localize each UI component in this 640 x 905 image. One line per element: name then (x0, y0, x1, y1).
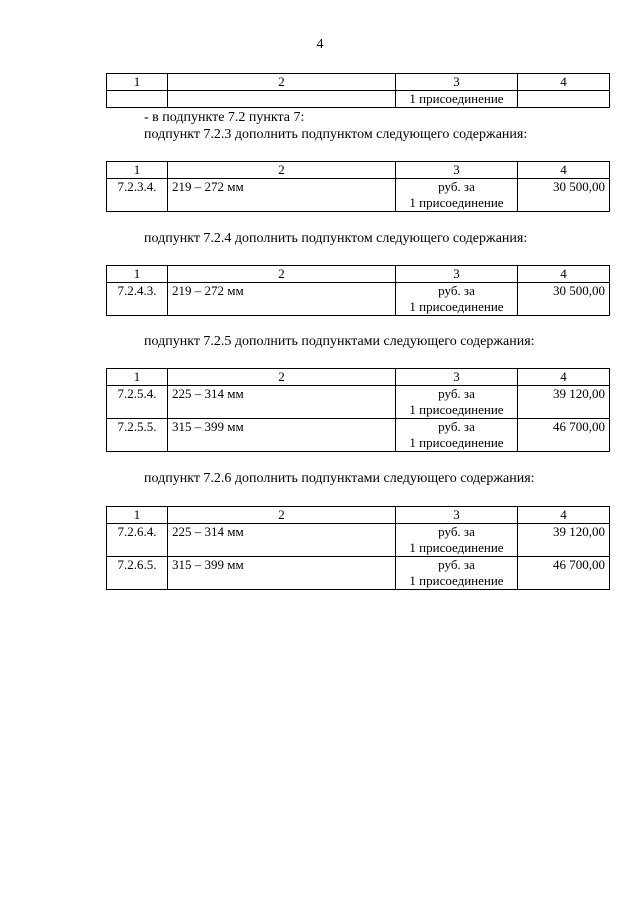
header-col-4: 4 (518, 162, 610, 179)
price-cell: 39 120,00 (518, 386, 610, 419)
unit-cell: 1 присоединение (396, 91, 518, 108)
header-col-2: 2 (168, 74, 396, 91)
desc-cell: 219 – 272 мм (168, 179, 396, 212)
page-number: 4 (316, 37, 324, 52)
desc-cell: 315 – 399 мм (168, 419, 396, 452)
code-cell: 7.2.4.3. (107, 283, 168, 316)
unit-line-1: руб. за (438, 283, 475, 298)
unit-line-2: 1 присоединение (409, 195, 504, 210)
table-header-row (107, 74, 610, 91)
table-header-row (107, 266, 610, 283)
header-col-2: 2 (168, 162, 396, 179)
code-cell: 7.2.5.4. (107, 386, 168, 419)
table-7-2-6 (106, 506, 610, 590)
price-cell: 30 500,00 (518, 283, 610, 316)
header-col-1: 1 (107, 369, 168, 386)
table-header-row (107, 369, 610, 386)
unit-cell (396, 179, 518, 212)
unit-cell (396, 524, 518, 557)
table-row (107, 386, 610, 419)
price-cell: 46 700,00 (518, 557, 610, 590)
price-cell: 30 500,00 (518, 179, 610, 212)
price-cell (518, 91, 610, 108)
price-cell: 39 120,00 (518, 524, 610, 557)
unit-cell (396, 419, 518, 452)
code-cell (107, 91, 168, 108)
header-col-2: 2 (168, 507, 396, 524)
price-cell: 46 700,00 (518, 419, 610, 452)
unit-line-1: руб. за (438, 557, 475, 572)
header-col-3: 3 (396, 507, 518, 524)
header-col-4: 4 (518, 74, 610, 91)
para-intro: - в подпункте 7.2 пункта 7: (144, 110, 305, 125)
unit-line-1: руб. за (438, 524, 475, 539)
unit-line-1: руб. за (438, 419, 475, 434)
desc-cell: 315 – 399 мм (168, 557, 396, 590)
unit-cell (396, 557, 518, 590)
para-subitem-7-2-5: подпункт 7.2.5 дополнить подпунктами следующего содержания: (144, 334, 535, 349)
header-col-3: 3 (396, 266, 518, 283)
table-header-row (107, 162, 610, 179)
table-7-2-4 (106, 265, 610, 316)
unit-line-2: 1 присоединение (409, 540, 504, 555)
para-subitem-7-2-4: подпункт 7.2.4 дополнить подпунктом следующего содержания: (144, 231, 528, 246)
table-7-2-3 (106, 161, 610, 212)
header-col-1: 1 (107, 162, 168, 179)
desc-cell: 225 – 314 мм (168, 524, 396, 557)
para-subitem-7-2-6: подпункт 7.2.6 дополнить подпунктами следующего содержания: (144, 471, 535, 486)
unit-cell (396, 386, 518, 419)
header-col-4: 4 (518, 369, 610, 386)
header-col-3: 3 (396, 162, 518, 179)
table-7-2-5 (106, 368, 610, 452)
table-row (107, 179, 610, 212)
table-row (107, 557, 610, 590)
header-col-1: 1 (107, 266, 168, 283)
desc-cell (168, 91, 396, 108)
desc-cell: 225 – 314 мм (168, 386, 396, 419)
para-subitem-7-2-3: подпункт 7.2.3 дополнить подпунктом следующего содержания: (144, 127, 528, 142)
unit-line-2: 1 присоединение (409, 573, 504, 588)
table-header-row (107, 507, 610, 524)
unit-cell (396, 283, 518, 316)
unit-line-2: 1 присоединение (409, 435, 504, 450)
code-cell: 7.2.6.4. (107, 524, 168, 557)
header-col-3: 3 (396, 74, 518, 91)
code-cell: 7.2.6.5. (107, 557, 168, 590)
unit-line-2: 1 присоединение (409, 299, 504, 314)
header-col-1: 1 (107, 74, 168, 91)
unit-line-1: руб. за (438, 179, 475, 194)
header-col-1: 1 (107, 507, 168, 524)
header-col-3: 3 (396, 369, 518, 386)
header-col-2: 2 (168, 369, 396, 386)
header-col-2: 2 (168, 266, 396, 283)
table-row (107, 524, 610, 557)
desc-cell: 219 – 272 мм (168, 283, 396, 316)
unit-line-1: руб. за (438, 386, 475, 401)
header-col-4: 4 (518, 507, 610, 524)
code-cell: 7.2.3.4. (107, 179, 168, 212)
unit-line-2: 1 присоединение (409, 402, 504, 417)
table-row (107, 419, 610, 452)
table-row (107, 283, 610, 316)
code-cell: 7.2.5.5. (107, 419, 168, 452)
table-row (107, 91, 610, 108)
header-col-4: 4 (518, 266, 610, 283)
table-continuation (106, 73, 610, 108)
